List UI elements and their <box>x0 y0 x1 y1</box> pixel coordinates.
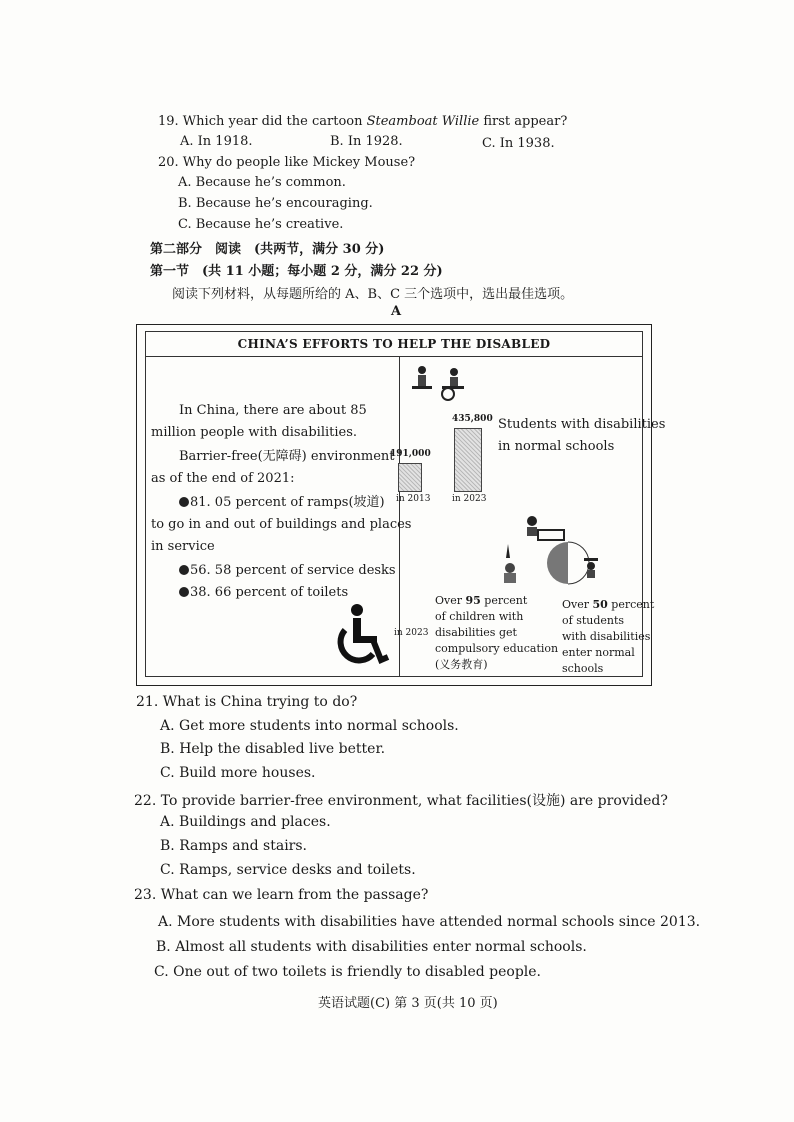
desks-stat: 56. 58 percent of service desks <box>179 560 396 582</box>
classroom-icon <box>408 362 472 404</box>
q22-option-a[interactable]: A. Buildings and places. <box>160 814 331 830</box>
q20-option-c[interactable]: C. Because he’s creative. <box>178 217 344 232</box>
cartoon-title: Steamboat Willie <box>366 114 480 129</box>
toilets-stat: 38. 66 percent of toilets <box>179 582 348 604</box>
child-icon <box>496 542 524 586</box>
compulsory-line-3: disabilities get <box>435 626 517 639</box>
compulsory-line-4: compulsory education <box>435 642 559 655</box>
intro-line-1: In China, there are about 85 <box>179 403 367 418</box>
bullet-3-icon <box>179 587 189 597</box>
bullet-2-icon <box>179 565 189 575</box>
half-pie-icon <box>546 540 602 588</box>
q21-option-b[interactable]: B. Help the disabled live better. <box>160 741 386 757</box>
normal-line-3: with disabilities <box>562 630 651 643</box>
infographic-title: CHINA’S EFFORTS TO HELP THE DISABLED <box>146 332 642 357</box>
reading-instruction: 阅读下列材料，从每题所给的 A、B、C 三个选项中，选出最佳选项。 <box>172 287 574 302</box>
question-21-stem: 21. What is China trying to do? <box>136 694 358 710</box>
q19-option-a[interactable]: A. In 1918. <box>180 134 253 149</box>
q23-option-c[interactable]: C. One out of two toilets is friendly to disabled people. <box>154 964 541 980</box>
ramps-line-2: to go in and out of buildings and places <box>151 517 412 532</box>
ramps-line-3: in service <box>151 539 215 554</box>
passage-letter: A <box>391 304 402 319</box>
bar-2013-value: 191,000 <box>390 449 431 459</box>
normal-line-1: Over 50 percent <box>562 598 655 611</box>
q20-option-b[interactable]: B. Because he’s encouraging. <box>178 196 373 211</box>
infographic-frame <box>145 331 666 677</box>
infographic <box>136 324 666 686</box>
students-label-2: in normal schools <box>498 439 615 454</box>
q22-option-c[interactable]: C. Ramps, service desks and toilets. <box>160 862 416 878</box>
compulsory-line-2: of children with <box>435 610 524 623</box>
q23-option-b[interactable]: B. Almost all students with disabilities enter normal schools. <box>156 939 587 955</box>
q20-option-a[interactable]: A. Because he’s common. <box>178 175 346 190</box>
bar-2013-label: in 2013 <box>396 494 431 504</box>
intro-line-2: million people with disabilities. <box>151 425 358 440</box>
barrier-line-1: Barrier-free(无障碍) environment <box>179 449 395 464</box>
q21-option-a[interactable]: A. Get more students into normal schools. <box>160 718 459 734</box>
bar-2023 <box>454 428 482 492</box>
question-22-stem: 22. To provide barrier-free environment, what facilities(设施) are provided? <box>134 793 668 809</box>
section-1-heading: 第一节 (共 11 小题；每小题 2 分，满分 22 分) <box>150 264 443 279</box>
barrier-line-2: as of the end of 2021: <box>151 471 295 486</box>
question-20-stem: 20. Why do people like Mickey Mouse? <box>158 155 416 170</box>
q23-option-a[interactable]: A. More students with disabilities have attended normal schools since 2013. <box>158 914 701 930</box>
q19-option-b[interactable]: B. In 1928. <box>330 134 403 149</box>
normal-line-2: of students <box>562 614 625 627</box>
compulsory-line-5: (义务教育) <box>435 658 488 671</box>
normal-line-4: enter normal <box>562 646 635 659</box>
bar-2023-value: 435,800 <box>452 414 493 424</box>
part-2-heading: 第二部分 阅读 (共两节，满分 30 分) <box>150 242 385 257</box>
compulsory-line-1: Over 95 percent <box>435 594 528 607</box>
question-23-stem: 23. What can we learn from the passage? <box>134 887 429 903</box>
bar-2013 <box>398 463 422 492</box>
page-footer: 英语试题(C) 第 3 页(共 10 页) <box>318 996 498 1011</box>
q21-option-c[interactable]: C. Build more houses. <box>160 765 316 781</box>
q19-option-c[interactable]: C. In 1938. <box>482 136 555 151</box>
year-2023-label: in 2023 <box>394 628 429 638</box>
bar-2023-label: in 2023 <box>452 494 487 504</box>
question-19-stem: 19. Which year did the cartoon Steamboat Willie first appear? <box>158 114 568 129</box>
students-label-1: Students with disabilities <box>498 417 666 432</box>
ramps-stat: 81. 05 percent of ramps(坡道) <box>179 492 385 514</box>
bullet-1-icon <box>179 497 189 507</box>
normal-line-5: schools <box>562 662 604 675</box>
q22-option-b[interactable]: B. Ramps and stairs. <box>160 838 308 854</box>
wheelchair-icon <box>331 602 393 666</box>
